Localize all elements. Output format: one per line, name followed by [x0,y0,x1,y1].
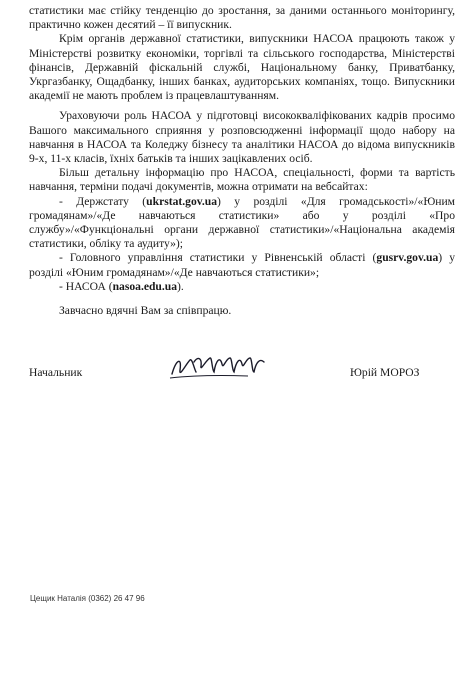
paragraph-continuation: статистики має стійку тенденцію до зростання, за даними останнього моніторингу, практично кожен десятий – її випускник. [29,4,455,32]
link-ukrstat[interactable]: ukrstat.gov.ua [146,194,218,208]
bullet-ukrstat: - Держстату (ukrstat.gov.ua) у розділі «Для громадськості»/«Юним громадянам»/«Де навчаються статистики» або у розділі «Про службу»/«Функціональні органи державної статистики»/«Національна академія статистики, обліку та аудиту»); [29,194,455,251]
link-gusrv[interactable]: gusrv.gov.ua [376,251,439,265]
bullet-nasoa: - НАСОА (nasoa.edu.ua). [59,279,184,293]
paragraph-more-info: Більш детальну інформацію про НАСОА, спеціальності, форми та вартість навчання, терміни подачі документів, можна отримати на вебсайтах: [29,166,455,194]
handwritten-signature [168,350,268,384]
paragraph-graduates-employment: Крім органів державної статистики, випускники НАСОА працюють також у Міністерстві розвитку економіки, торгівлі та сільського господарства, Міністерстві фінансів, Державній фіскальній службі, Національному банку, Приватбанку, Укргазбанку, Ощадбанку, інших банках, аудиторських компаніях, тощо. Випускники академії не мають проблем із працевлаштуванням. [29,32,455,103]
contact-footer: Цещик Наталія (0362) 26 47 96 [30,594,145,603]
paragraph-request: Ураховуючи роль НАСОА у підготовці висококваліфікованих кадрів просимо Вашого максимального сприяння у розповсюдженні інформації щодо набору на навчання в НАСОА та Коледжу бізнесу та аналітики НАСОА до відома випускників 9-х, 11-х класів, їхніх батьків та інших зацікавлених осіб. [29,109,455,166]
bullet-gusrv: - Головного управління статистики у Рівненській області (gusrv.gov.ua) у розділі «Юним громадянам»/«Де навчаються статистики»; [29,251,455,279]
signatory-name: Юрій МОРОЗ [350,366,420,379]
letter-body [29,4,455,318]
signatory-title: Начальник [29,366,83,379]
closing-thanks: Завчасно вдячні Вам за співпрацю. [59,304,232,318]
link-nasoa[interactable]: nasoa.edu.ua [112,279,178,293]
